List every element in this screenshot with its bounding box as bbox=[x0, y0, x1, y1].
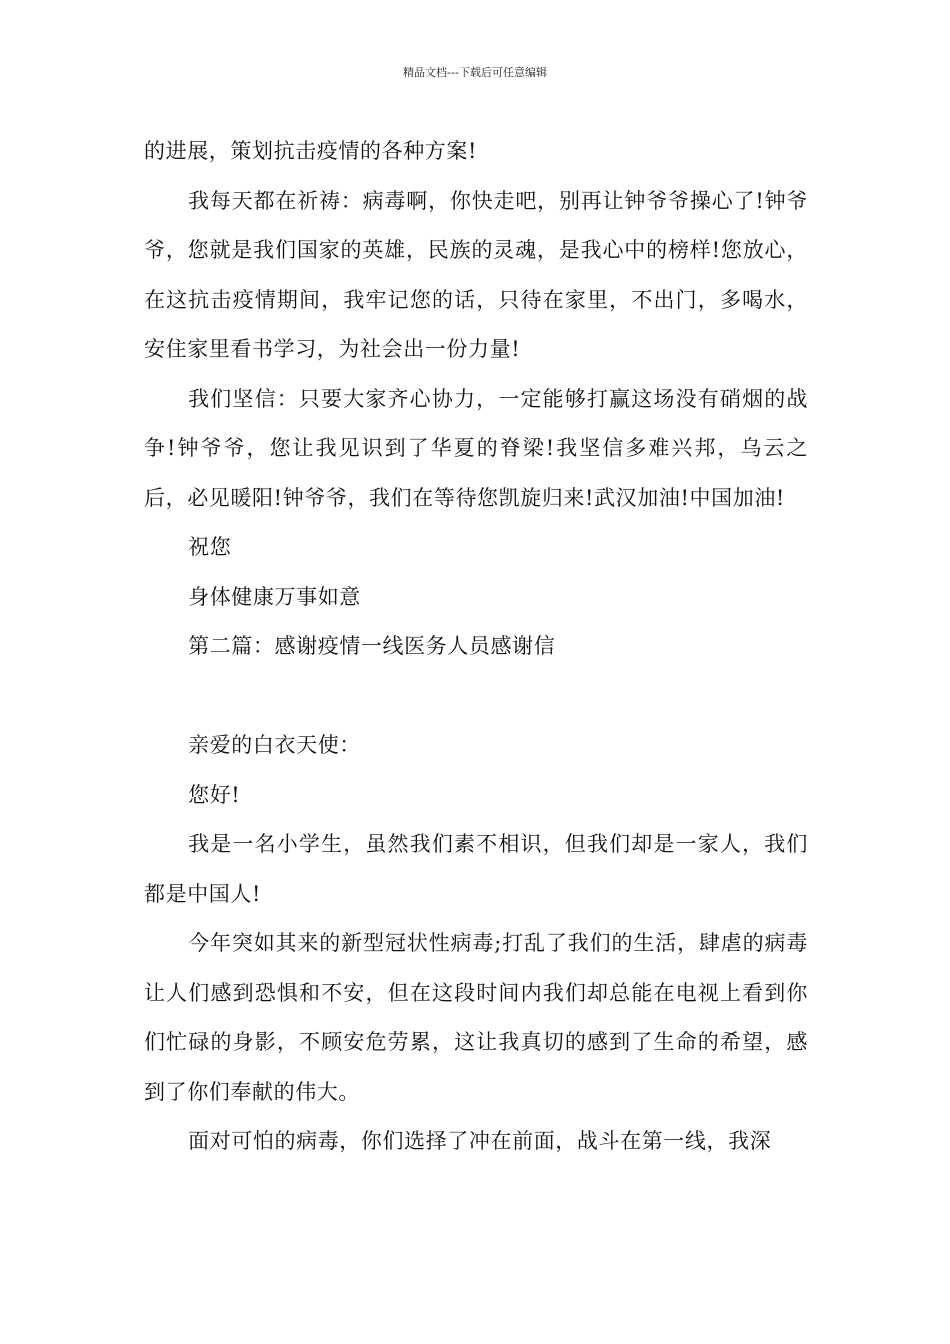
paragraph-intro: 我是一名小学生，虽然我们素不相识，但我们却是一家人，我们都是中国人! bbox=[144, 832, 808, 906]
letter-greeting: 亲爱的白衣天使： bbox=[188, 733, 361, 757]
blank-line bbox=[144, 672, 808, 722]
paragraph-continuation: 的进展，策划抗击疫情的各种方案! bbox=[144, 139, 478, 163]
closing-salutation: 祝您 bbox=[188, 535, 232, 559]
paragraph-frontline: 面对可怕的病毒，你们选择了冲在前面，战斗在第一线，我深 bbox=[188, 1129, 772, 1153]
document-body bbox=[144, 127, 808, 1167]
paragraph-prayer: 我每天都在祈祷：病毒啊，你快走吧，别再让钟爷爷操心了!钟爷爷，您就是我们国家的英雄，民族的灵魂，是我心中的榜样!您放心，在这抗击疫情期间，我牢记您的话，只待在家里，不出门，多喝水，安住家里看书学习，为社会出一份力量! bbox=[144, 188, 808, 361]
page-header: 精品文档---下载后可任意编辑 bbox=[403, 66, 547, 79]
closing-wish: 身体健康万事如意 bbox=[188, 584, 361, 609]
letter-hello: 您好! bbox=[188, 782, 241, 807]
paragraph-belief: 我们坚信：只要大家齐心协力，一定能够打赢这场没有硝烟的战争!钟爷爷，您让我见识到了华夏的脊梁!我坚信多难兴邦，乌云之后，必见暖阳!钟爷爷，我们在等待您凯旋归来!武汉加油!中国加油! bbox=[144, 386, 808, 510]
section-title: 第二篇：感谢疫情一线医务人员感谢信 bbox=[188, 634, 556, 658]
paragraph-virus: 今年突如其来的新型冠状性病毒;打乱了我们的生活，肆虐的病毒让人们感到恐惧和不安，但在这段时间内我们却总能在电视上看到你们忙碌的身影，不顾安危劳累，这让我真切的感到了生命的希望，感到了你们奉献的伟大。 bbox=[144, 931, 808, 1104]
